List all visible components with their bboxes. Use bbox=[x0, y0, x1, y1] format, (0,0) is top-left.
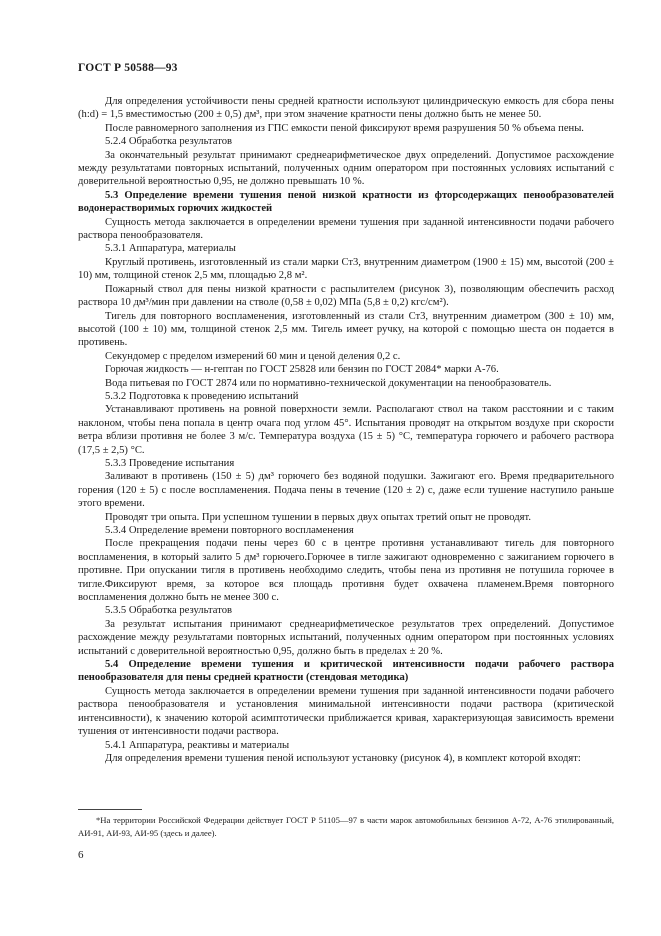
section-heading-bold: 5.4 Определение времени тушения и критической интенсивности подачи рабочего раствора пенообразователя для пены средней кратности (стендовая методика) bbox=[78, 659, 614, 684]
footnote-divider bbox=[78, 809, 142, 810]
page-header: ГОСТ Р 50588—93 bbox=[78, 62, 178, 74]
section-heading: 5.4.1 Аппаратура, реактивы и материалы bbox=[105, 739, 290, 751]
paragraph: Секундомер с пределом измерений 60 мин и ценой деления 0,2 с. bbox=[105, 350, 401, 362]
paragraph: Для определения устойчивости пены средней кратности используют цилиндрическую емкость для сбора пены (h:d) = 1,5 вместимостью (200 ± 0,5) дм³, при этом значение кратности пены должно быть не менее 50. bbox=[78, 96, 614, 121]
section-heading: 5.3.5 Обработка результатов bbox=[105, 605, 232, 617]
paragraph: Заливают в противень (150 ± 5) дм³ горючего без водяной подушки. Зажигают его. Время предварительного горения (120 ± 5) с после воспламенения. Подача пены в течение (120 ± 2) с, даже если тушение наступило раньше этого времени. bbox=[78, 471, 614, 510]
section-heading: 5.2.4 Обработка результатов bbox=[105, 136, 232, 148]
paragraph: Горючая жидкость — н-гептан по ГОСТ 25828 или бензин по ГОСТ 2084* марки А-76. bbox=[105, 364, 499, 376]
paragraph: Устанавливают противень на ровной поверхности земли. Располагают ствол на таком расстоянии и с таким наклоном, чтобы пена попала в центр очага под углом 45°. Испытания проводят на открытом воздухе при скорости ветра вблизи противня не более 3 м/с. Температура воздуха (15 ± 5) °С, температура горючего и рабочего раствора (17,5 ± 2,5) °С. bbox=[78, 404, 614, 456]
section-heading-bold: 5.3 Определение времени тушения пеной низкой кратности из фторсодержащих пенообразователей водонерастворимых горючих жидкостей bbox=[78, 189, 614, 215]
section-heading: 5.3.2 Подготовка к проведению испытаний bbox=[105, 390, 299, 402]
paragraph: Проводят три опыта. При успешном тушении в первых двух опытах третий опыт не проводят. bbox=[105, 511, 531, 523]
paragraph: За результат испытания принимают среднеарифметическое результатов трех определений. Допустимое расхождение между результатами повторных испытаний, полученных одним оператором при постоянных условиях испытаний с доверительной вероятностью 0,95, должно быть в пределах ± 20 %. bbox=[78, 618, 614, 657]
paragraph: Сущность метода заключается в определении времени тушения при заданной интенсивности подачи рабочего раствора пенообразователя и установления минимальной интенсивности подачи раствора (критической интенсивности), к значению которой асимптотически приближается кривая, характеризующая зависимость времени тушения от интенсивности подачи раствора. bbox=[78, 685, 614, 738]
footnote bbox=[78, 814, 614, 839]
paragraph: Сущность метода заключается в определении времени тушения при заданной интенсивности подачи рабочего раствора пенообразователя. bbox=[78, 216, 614, 242]
page-number: 6 bbox=[78, 849, 84, 861]
paragraph: После равномерного заполнения из ГПС емкости пеной фиксируют время разрушения 50 % объема пены. bbox=[105, 122, 584, 134]
paragraph: После прекращения подачи пены через 60 с в центре противня устанавливают тигель для повторного воспламенения, в который залито 5 дм³ горючего.Горючее в тигле зажигают одновременно с зажиганием горючего в противне. При опускании тигля в противень необходимо следить, чтобы пена из противня не потушила горючее в тигле.Фиксируют время, за которое вся площадь противня будет охвачена пламенем.Время повторного воспламенения должно быть не менее 300 с. bbox=[78, 538, 614, 604]
paragraph: Круглый противень, изготовленный из стали марки Ст3, внутренним диаметром (1900 ± 15) мм, высотой (200 ± 10) мм, толщиной стенок 2,5 мм, площадью 2,8 м². bbox=[78, 256, 614, 282]
document-body bbox=[78, 95, 614, 765]
footnote-text: *На территории Российской Федерации действует ГОСТ Р 51105—97 в части марок автомобильных бензинов А-72, А-76 этилированный, АИ-91, АИ-93, АИ-95 (здесь и далее). bbox=[78, 815, 614, 838]
paragraph: За окончательный результат принимают среднеарифметическое двух определений. Допустимое расхождение между результатами повторных испытаний, полученных одним оператором при постоянных условиях испытаний с доверительной вероятностью 0,95, не должно превышать 10 %. bbox=[78, 149, 614, 188]
paragraph: Для определения времени тушения пеной используют установку (рисунок 4), в комплект которой входят: bbox=[105, 752, 581, 764]
section-heading: 5.3.3 Проведение испытания bbox=[105, 457, 235, 469]
section-heading: 5.3.1 Аппаратура, материалы bbox=[105, 243, 236, 255]
paragraph: Вода питьевая по ГОСТ 2874 или по нормативно-технической документации на пенообразователь. bbox=[105, 377, 552, 389]
paragraph: Тигель для повторного воспламенения, изготовленный из стали Ст3, внутренним диаметром (300 ± 10) мм, высотой (100 ± 10) мм, толщиной стенок 2,5 мм. Тигель имеет ручку, на которой с помощью шеста он подается в противень. bbox=[78, 310, 614, 349]
paragraph: Пожарный ствол для пены низкой кратности с распылителем (рисунок 3), позволяющим обеспечить расход раствора 10 дм³/мин при давлении на стволе (0,58 ± 0,02) МПа (5,8 ± 0,2) кгс/см²). bbox=[78, 283, 614, 309]
section-heading: 5.3.4 Определение времени повторного воспламенения bbox=[105, 525, 354, 536]
